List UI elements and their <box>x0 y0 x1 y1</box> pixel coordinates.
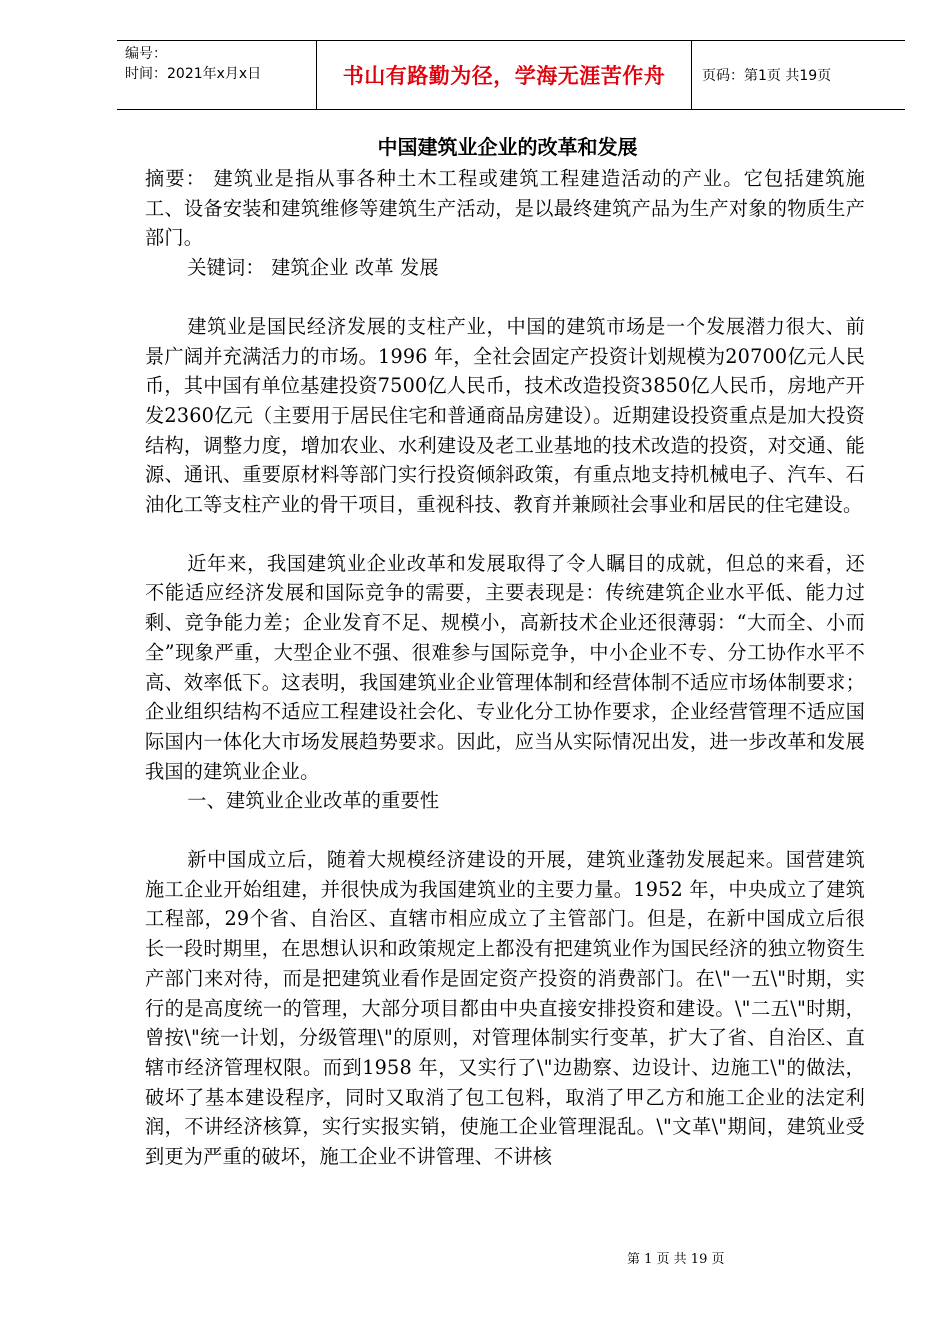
document-number-label: 编号： <box>125 46 167 62</box>
document-body <box>145 130 865 1172</box>
paragraph-gap <box>145 283 865 312</box>
header-page-info: 页码：第1页 共19页 <box>702 68 832 84</box>
page-header <box>117 40 905 110</box>
keywords-line: 关键词： 建筑企业 改革 发展 <box>187 256 439 280</box>
paragraph-gap <box>145 816 865 845</box>
abstract-paragraph: 摘要： 建筑业是指从事各种土木工程或建筑工程建造活动的产业。它包括建筑施工、设备安装和建筑维修等建筑生产活动，是以最终建筑产品为生产对象的物质生产部门。 <box>145 167 865 250</box>
body-paragraph-2: 近年来，我国建筑业企业改革和发展取得了令人瞩目的成就，但总的来看，还不能适应经济发展和国际竞争的需要，主要表现是：传统建筑企业水平低、能力过剩、竞争能力差；企业发育不足、规模小，高新技术企业还很薄弱：“大而全、小而全”现象严重，大型企业不强、很难参与国际竞争，中小企业不专、分工协作水平不高、效率低下。这表明，我国建筑业企业管理体制和经营体制不适应市场体制要求；企业组织结构不适应工程建设社会化、专业化分工协作要求，企业经营管理不适应国际国内一体化大市场发展趋势要求。因此，应当从实际情况出发，进一步改革和发展我国的建筑业企业。 <box>145 551 865 783</box>
document-title: 中国建筑业企业的改革和发展 <box>377 135 638 159</box>
page-footer: 第 1 页 共 19 页 <box>627 1252 725 1267</box>
header-motto: 书山有路勤为径，学海无涯苦作舟 <box>317 41 692 109</box>
header-meta <box>117 41 317 109</box>
section-heading-1: 一、建筑业企业改革的重要性 <box>187 789 440 813</box>
body-paragraph-3: 新中国成立后，随着大规模经济建设的开展，建筑业蓬勃发展起来。国营建筑施工企业开始组建，并很快成为我国建筑业的主要力量。1952 年，中央成立了建筑工程部，29个省、自治区、直辖市相应成立了主管部门。但是，在新中国成立后很长一段时期里，在思想认识和政策规定上都没有把建筑业作为国民经济的独立物资生产部门来对待，而是把建筑业看作是固定资产投资的消费部门。在\"一五\"时期，实行的是高度统一的管理，大部分项目都由中央直接安排投资和建设。\"二五\"时期，曾按\"统一计划，分级管理\"的原则，对管理体制实行变革，扩大了省、自治区、直辖市经济管理权限。而到1958 年，又实行了\"边勘察、边设计、边施工\"的做法，破坏了基本建设程序，同时又取消了包工包料，取消了甲乙方和施工企业的法定利润，不讲经济核算，实行实报实销，使施工企业管理混乱。\"文革\"期间，建筑业受到更为严重的破坏，施工企业不讲管理、不讲核 <box>145 848 865 1169</box>
paragraph-gap <box>145 520 865 549</box>
body-paragraph-1: 建筑业是国民经济发展的支柱产业，中国的建筑市场是一个发展潜力很大、前景广阔并充满活力的市场。1996 年，全社会固定产投资计划规模为20700亿元人民币，其中国有单位基建投资7500亿人民币，技术改造投资3850亿人民币，房地产开发2360亿元（主要用于居民住宅和普通商品房建设）。近期建设投资重点是加大投资结构，调整力度，增加农业、水利建设及老工业基地的技术改造的投资，对交通、能源、通讯、重要原材料等部门实行投资倾斜政策，有重点地支持机械电子、汽车、石油化工等支柱产业的骨干项目，重视科技、教育并兼顾社会事业和居民的住宅建设。 <box>145 314 865 517</box>
document-time-label: 时间：2021年x月x日 <box>125 66 262 82</box>
